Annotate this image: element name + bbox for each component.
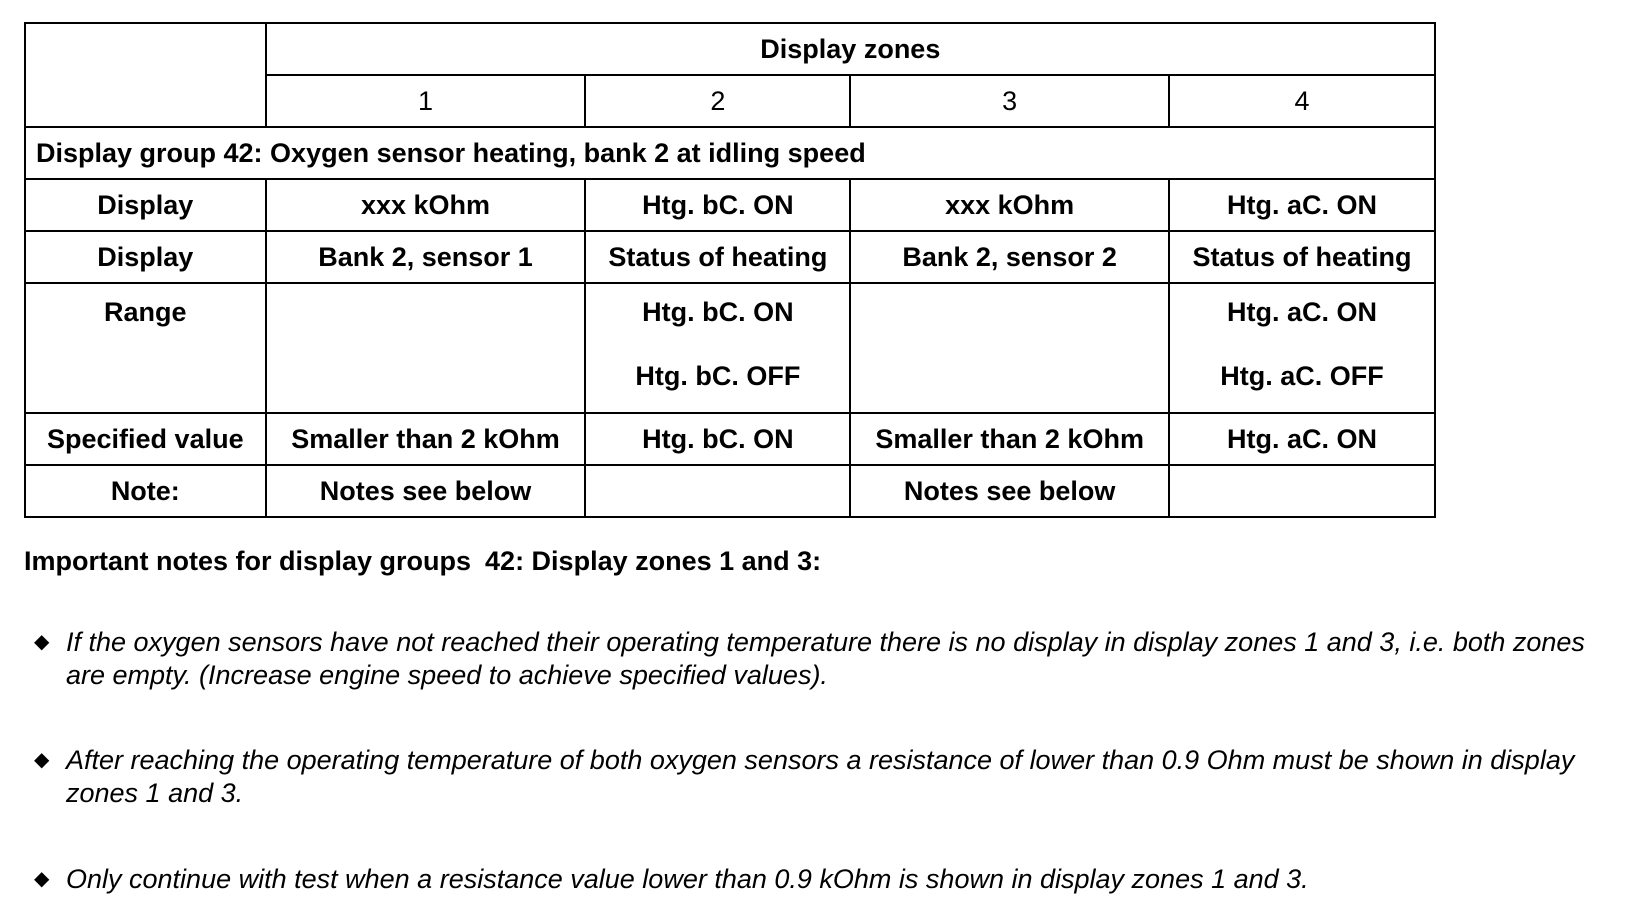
display-zones-header: Display zones (266, 23, 1435, 75)
table-row (25, 283, 1435, 413)
range-label: Range (104, 297, 187, 327)
table-cell (266, 283, 586, 413)
table-cell: Htg. aC. ON (1169, 179, 1435, 231)
zone-number-4: 4 (1169, 75, 1435, 127)
notes-heading-text: Important notes for display groups (24, 546, 472, 576)
zone-number-3: 3 (850, 75, 1169, 127)
list-item (34, 626, 1630, 692)
table-cell: Htg. bC. ON (585, 413, 850, 465)
range-value: Htg. bC. ON (642, 297, 794, 327)
row-label-specified-value: Specified value (25, 413, 266, 465)
table-row (25, 179, 1435, 231)
table-cell: xxx kOhm (266, 179, 586, 231)
corner-cell (25, 23, 266, 127)
table-row (25, 413, 1435, 465)
table-row (25, 465, 1435, 517)
table-row (25, 231, 1435, 283)
row-label-range (25, 283, 266, 413)
table-cell (585, 465, 850, 517)
display-group-title: Display group 42: Oxygen sensor heating, bank 2 at idling speed (25, 127, 1435, 179)
note-text: Only continue with test when a resistance value lower than 0.9 kOhm is shown in display zones 1 and 3. (66, 864, 1309, 894)
table-cell: Htg. aC. ON (1169, 413, 1435, 465)
zone-number-2: 2 (585, 75, 850, 127)
diamond-bullet-icon: ◆ (34, 749, 50, 771)
group-title-row (25, 127, 1435, 179)
table-cell: Status of heating (1169, 231, 1435, 283)
diamond-bullet-icon: ◆ (34, 868, 50, 890)
table-cell: Notes see below (266, 465, 586, 517)
list-item (34, 863, 1630, 896)
header-title-row (25, 23, 1435, 75)
diamond-bullet-icon: ◆ (34, 631, 50, 653)
zone-number-1: 1 (266, 75, 586, 127)
table-cell: Htg. bC. ON (585, 179, 850, 231)
range-value: Htg. aC. OFF (1220, 361, 1384, 391)
table-cell: Smaller than 2 kOhm (266, 413, 586, 465)
table-cell: xxx kOhm (850, 179, 1169, 231)
row-label-display: Display (25, 179, 266, 231)
notes-heading (24, 546, 821, 577)
table-cell: Smaller than 2 kOhm (850, 413, 1169, 465)
row-label-display: Display (25, 231, 266, 283)
table-cell: Notes see below (850, 465, 1169, 517)
range-value: Htg. aC. ON (1227, 297, 1378, 327)
note-text: If the oxygen sensors have not reached their operating temperature there is no display in display zones 1 and 3, i.e. both zones are empty. (Increase engine speed to achieve specified values). (66, 627, 1585, 690)
notes-heading-groups: 42: Display zones 1 and 3: (485, 546, 822, 576)
table-cell (585, 283, 850, 413)
table-cell (850, 283, 1169, 413)
table-cell (1169, 283, 1435, 413)
range-value: Htg. bC. OFF (635, 361, 801, 391)
list-item (34, 744, 1630, 810)
table-cell: Status of heating (585, 231, 850, 283)
display-group-table (24, 22, 1436, 518)
note-text: After reaching the operating temperature of both oxygen sensors a resistance of lower than 0.9 Ohm must be shown in display zones 1 and 3. (66, 745, 1575, 808)
row-label-note: Note: (25, 465, 266, 517)
table-cell: Bank 2, sensor 1 (266, 231, 586, 283)
table-cell: Bank 2, sensor 2 (850, 231, 1169, 283)
table-cell (1169, 465, 1435, 517)
